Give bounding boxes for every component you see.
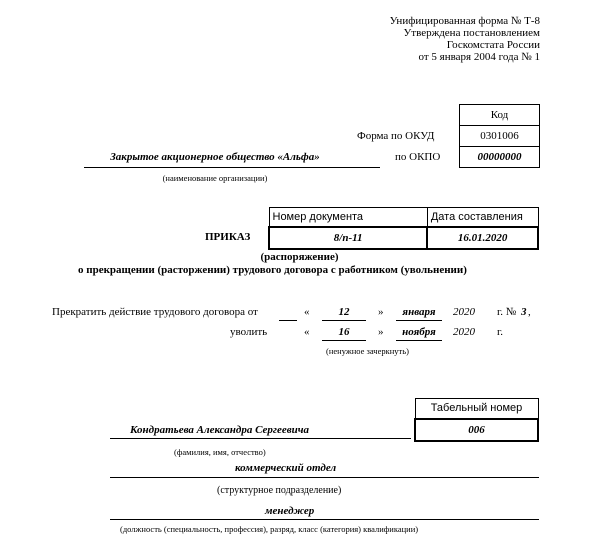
terminate-day: 12 [338,306,350,318]
dismiss-label: уволить [230,326,268,338]
okud-label: Форма по ОКУД [357,130,435,142]
terminate-from-underline [279,320,297,321]
employee-name-underline [110,438,411,439]
employee-name: Кондратьева Александра Сергеевича [130,424,310,436]
terminate-label: Прекратить действие трудового договора от [52,306,258,318]
position-underline [110,519,539,520]
dismiss-quote-close: » [378,326,384,338]
employee-position: менеджер [265,505,315,517]
terminate-month: января [402,306,436,318]
department-caption: (структурное подразделение) [217,485,342,496]
form-header-line: Утверждена постановлением [403,27,540,39]
doc-number-header: Номер документа [269,208,427,228]
okud-code: 0301006 [460,126,540,147]
form-header-line: от 5 января 2004 года № 1 [418,51,540,63]
organization-caption: (наименование организации) [162,173,268,183]
form-header-line: Госкомстата России [446,39,540,51]
dismiss-month-underline [396,340,442,341]
terminate-month-underline [396,320,442,321]
document-subject: о прекращении (расторжении) трудового договора с работником (увольнении) [78,264,467,276]
form-header [390,15,540,63]
terminate-number-label: г. № [497,306,517,318]
terminate-quote-close: » [378,306,384,318]
terminate-year: 2020 [453,306,475,318]
okpo-label: по ОКПО [395,151,441,163]
tabnum-value: 006 [415,419,538,441]
dismiss-day-underline [322,340,366,341]
terminate-day-underline [322,320,366,321]
terminate-quote-open: « [304,306,310,318]
codes-table [459,104,540,168]
employee-department: коммерческий отдел [235,462,337,474]
code-header: Код [460,105,540,126]
dismiss-caption: (ненужное зачеркнуть) [326,346,409,356]
document-title: ПРИКАЗ [205,231,251,243]
okpo-code: 00000000 [460,147,540,168]
organization-name: Закрытое акционерное общество «Альфа» [110,151,320,163]
document-subtitle: (распоряжение) [260,251,339,263]
terminate-comma: , [528,306,531,318]
organization-underline [84,167,380,168]
dismiss-day: 16 [338,326,350,338]
doc-number: 8/п-11 [269,227,427,249]
document-table [268,207,539,250]
dismiss-year: 2020 [453,326,475,338]
dismiss-suffix: г. [497,326,504,338]
terminate-number: 3 [521,306,527,318]
tabnum-table [414,398,539,442]
employee-name-caption: (фамилия, имя, отчество) [174,447,266,457]
doc-date: 16.01.2020 [427,227,538,249]
dismiss-quote-open: « [304,326,310,338]
department-underline [110,477,539,478]
tabnum-header: Табельный номер [415,399,538,420]
form-header-line: Унифицированная форма № Т-8 [389,15,540,27]
dismiss-month: ноября [402,326,436,338]
position-caption: (должность (специальность, профессия), разряд, класс (категория) квалификации) [120,524,419,534]
doc-date-header: Дата составления [427,208,538,228]
